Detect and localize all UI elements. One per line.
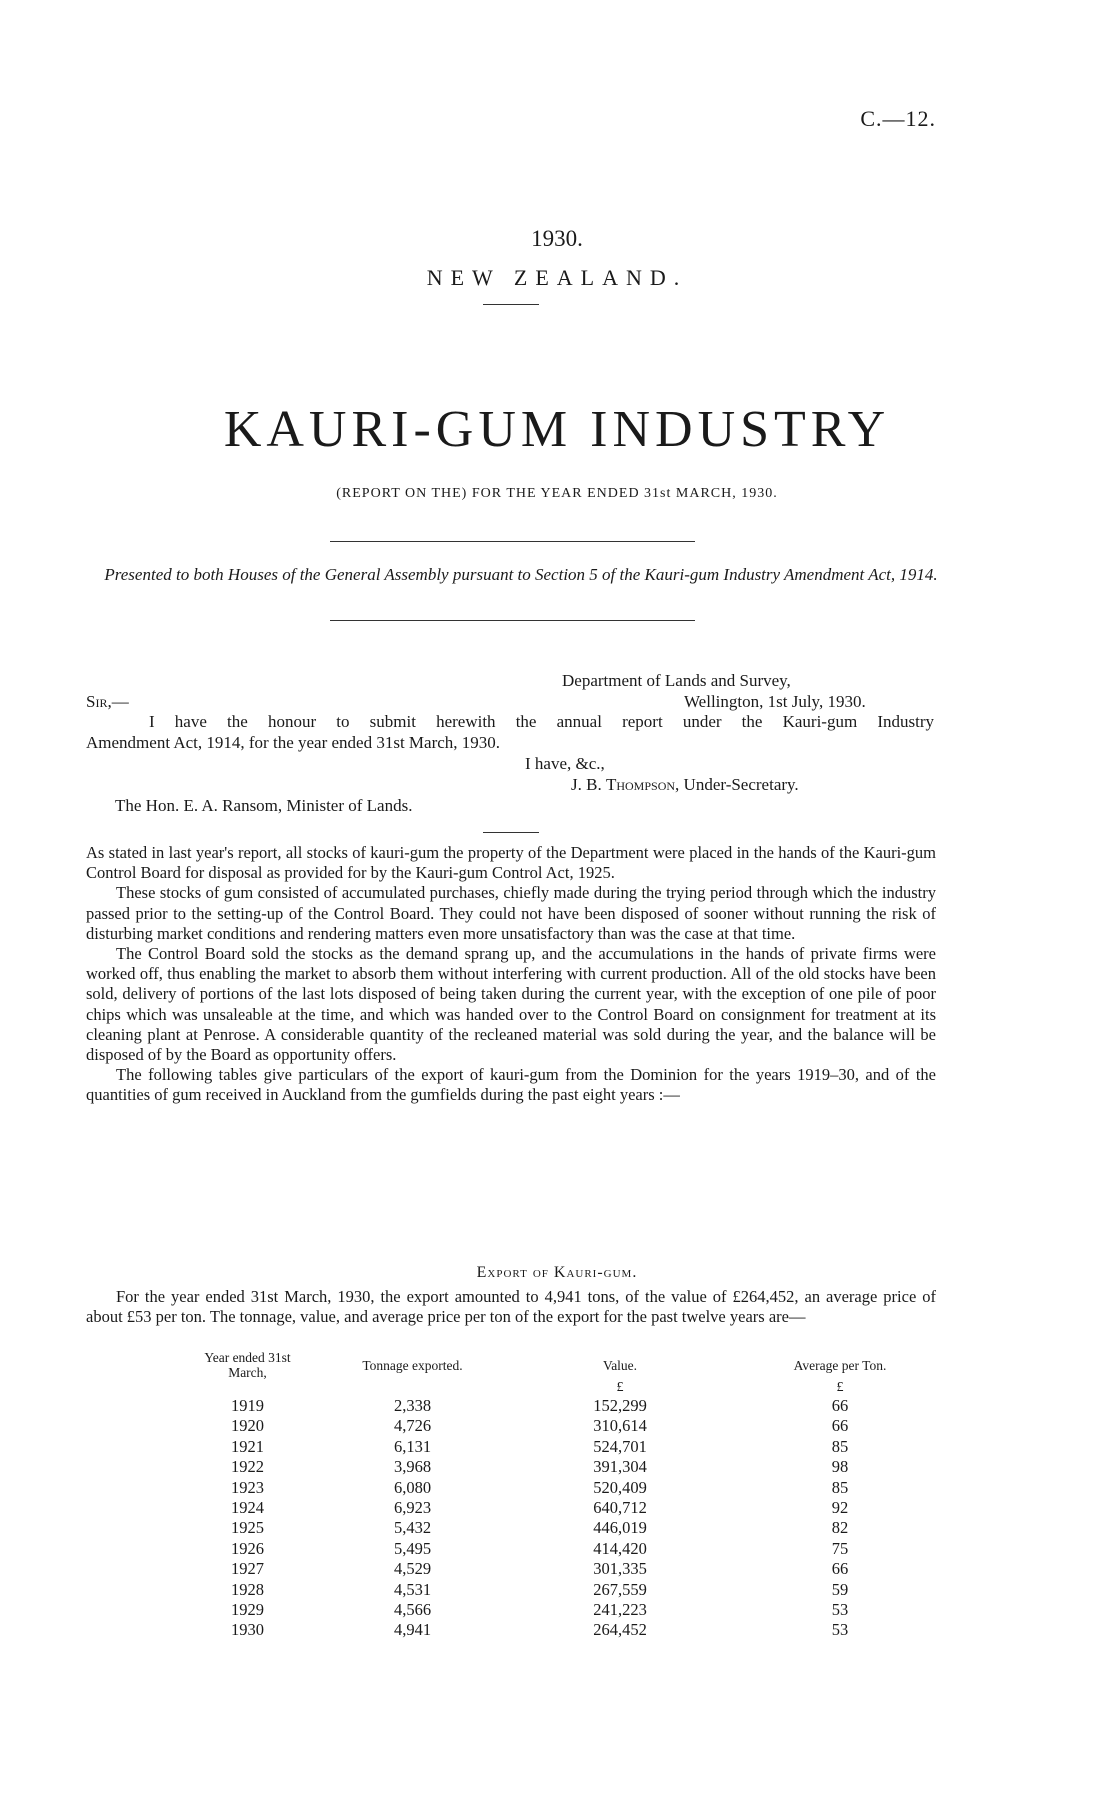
units-row [190, 1380, 960, 1396]
cell-year: 1929 [231, 1600, 264, 1620]
cell-average-price: 53 [831, 1600, 849, 1620]
page-reference: C.—12. [860, 106, 936, 131]
cell-year: 1920 [231, 1416, 264, 1436]
letter-recipient: The Hon. E. A. Ransom, Minister of Lands. [115, 796, 413, 815]
cell-tonnage: 4,531 [393, 1579, 432, 1599]
letter-body-line-2: Amendment Act, 1914, for the year ended 31st March, 1930. [86, 733, 501, 752]
table-row [190, 1498, 960, 1518]
table-row [190, 1600, 960, 1620]
cell-year: 1930 [231, 1620, 264, 1640]
export-summary-paragraph: For the year ended 31st March, 1930, the export amounted to 4,941 tons, of the value of £264,452, an average price of about £53 per ton. The tonnage, value, and average price per ton of the export for the past twelve years are— [86, 1287, 936, 1327]
report-body [86, 843, 936, 1106]
table-row [190, 1396, 960, 1416]
cell-year: 1923 [231, 1477, 264, 1497]
cell-tonnage: 5,495 [393, 1538, 432, 1558]
report-year: 1930. [531, 226, 583, 251]
cell-average-price: 85 [831, 1436, 849, 1456]
cell-tonnage: 4,566 [393, 1600, 432, 1620]
cell-year: 1927 [231, 1559, 264, 1579]
cell-tonnage: 2,338 [393, 1396, 432, 1415]
cell-average-price: 98 [831, 1457, 849, 1477]
cell-tonnage: 6,923 [393, 1498, 432, 1518]
cell-tonnage: 6,131 [393, 1436, 432, 1456]
cell-average-price: 75 [831, 1538, 849, 1558]
presentation-note: Presented to both Houses of the General Assembly pursuant to Section 5 of the Kauri-gum Industry Amendment Act, 1914. [104, 565, 938, 584]
cell-average-price: 66 [831, 1396, 849, 1415]
cell-year: 1921 [231, 1436, 264, 1456]
paragraph-stocks-transfer: As stated in last year's report, all stocks of kauri-gum the property of the Department were placed in the hands of the Kauri-gum Control Board for disposal as provided for by the Kauri-gum Control Act, 1925. [86, 843, 936, 883]
cell-value: 310,614 [593, 1416, 647, 1436]
letter-closing: I have, &c., [525, 754, 605, 773]
cell-tonnage: 5,432 [393, 1518, 432, 1538]
unit-price: £ [836, 1380, 844, 1395]
table-row [190, 1620, 960, 1640]
cell-average-price: 92 [831, 1498, 849, 1518]
cell-year: 1926 [231, 1538, 264, 1558]
cell-tonnage: 4,726 [393, 1416, 432, 1436]
paragraph-control-board-sales: The Control Board sold the stocks as the demand sprang up, and the accumulations in the hands of private firms were worked off, thus enabling the market to absorb them without interfering with current production. All of the old stocks have been sold, delivery of portions of the last lots disposed of being taken during the current year, with the exception of one pile of poor chips which was unsaleable at the time, and which was handed over to the Control Board on consignment for treatment at its cleaning plant at Penrose. A considerable quantity of the recleaned material was sold during the year, and the balance will be disposed of by the Board as opportunity offers. [86, 944, 936, 1065]
header-divider [483, 304, 539, 305]
export-table-header [190, 1350, 960, 1380]
cell-average-price: 66 [831, 1559, 849, 1579]
title-divider [330, 541, 695, 542]
signatory-initials: J. B. [571, 775, 602, 794]
cell-average-price: 85 [831, 1477, 849, 1497]
cell-value: 301,335 [593, 1559, 647, 1579]
header-tonnage: Tonnage exported. [362, 1357, 463, 1373]
document-subtitle: (REPORT ON THE) FOR THE YEAR ENDED 31st MARCH, 1930. [336, 486, 778, 501]
country-name: NEW ZEALAND. [426, 265, 688, 290]
letter-body-line-1: I have the honour to submit herewith the annual report under the Kauri-gum Industry [149, 712, 934, 731]
paragraph-tables-intro: The following tables give particulars of the export of kauri-gum from the Dominion for the years 1919–30, and of the quantities of gum received in Auckland from the gumfields during the past eight years :— [86, 1065, 936, 1105]
cell-year: 1924 [231, 1498, 264, 1518]
cell-value: 267,559 [593, 1579, 647, 1599]
cell-value: 264,452 [593, 1620, 647, 1640]
letter-divider [483, 832, 539, 833]
cell-year: 1925 [231, 1518, 264, 1538]
letter-signature [571, 775, 799, 795]
export-section-heading: Export of Kauri-gum. [476, 1264, 638, 1281]
letter-place-date: Wellington, 1st July, 1930. [684, 692, 866, 711]
header-average-price: Average per Ton. [793, 1357, 887, 1373]
cell-value: 391,304 [593, 1457, 647, 1477]
cell-average-price: 53 [831, 1620, 849, 1640]
cell-tonnage: 6,080 [393, 1477, 432, 1497]
cell-value: 446,019 [593, 1518, 647, 1538]
table-row [190, 1457, 960, 1477]
table-row [190, 1416, 960, 1436]
letter-department: Department of Lands and Survey, [562, 671, 791, 690]
cell-average-price: 59 [831, 1579, 849, 1599]
cell-average-price: 82 [831, 1518, 849, 1538]
paragraph-stocks-origin: These stocks of gum consisted of accumulated purchases, chiefly made during the trying period through which the industry passed prior to the setting-up of the Control Board. They could not have been disposed of sooner without running the risk of disturbing market conditions and rendering matters even more unsatisfactory than was the case at that time. [86, 883, 936, 943]
cell-tonnage: 3,968 [393, 1457, 432, 1477]
export-table [190, 1350, 960, 1641]
cell-value: 524,701 [593, 1436, 647, 1456]
cell-tonnage: 4,529 [393, 1559, 432, 1579]
table-row [190, 1518, 960, 1538]
presentation-divider [330, 620, 695, 621]
table-row [190, 1559, 960, 1579]
header-year: Year ended 31st March, [204, 1350, 291, 1380]
table-row [190, 1539, 960, 1559]
cell-average-price: 66 [831, 1416, 849, 1436]
cell-year: 1919 [231, 1396, 264, 1415]
table-row [190, 1580, 960, 1600]
cell-value: 241,223 [593, 1600, 647, 1620]
cell-year: 1922 [231, 1457, 264, 1477]
unit-value: £ [616, 1380, 624, 1395]
letter-salutation: Sir,— [86, 692, 129, 711]
table-row [190, 1437, 960, 1457]
cell-value: 414,420 [593, 1538, 647, 1558]
cell-value: 640,712 [593, 1498, 647, 1518]
header-value: Value. [602, 1357, 638, 1373]
cell-tonnage: 4,941 [393, 1620, 432, 1640]
signatory-title: , Under-Secretary. [675, 775, 799, 794]
cell-year: 1928 [231, 1579, 264, 1599]
table-row [190, 1478, 960, 1498]
cell-value: 152,299 [593, 1396, 647, 1415]
signatory-name: Thompson [605, 775, 676, 794]
cell-value: 520,409 [593, 1477, 647, 1497]
document-title: KAURI-GUM INDUSTRY [223, 401, 891, 458]
